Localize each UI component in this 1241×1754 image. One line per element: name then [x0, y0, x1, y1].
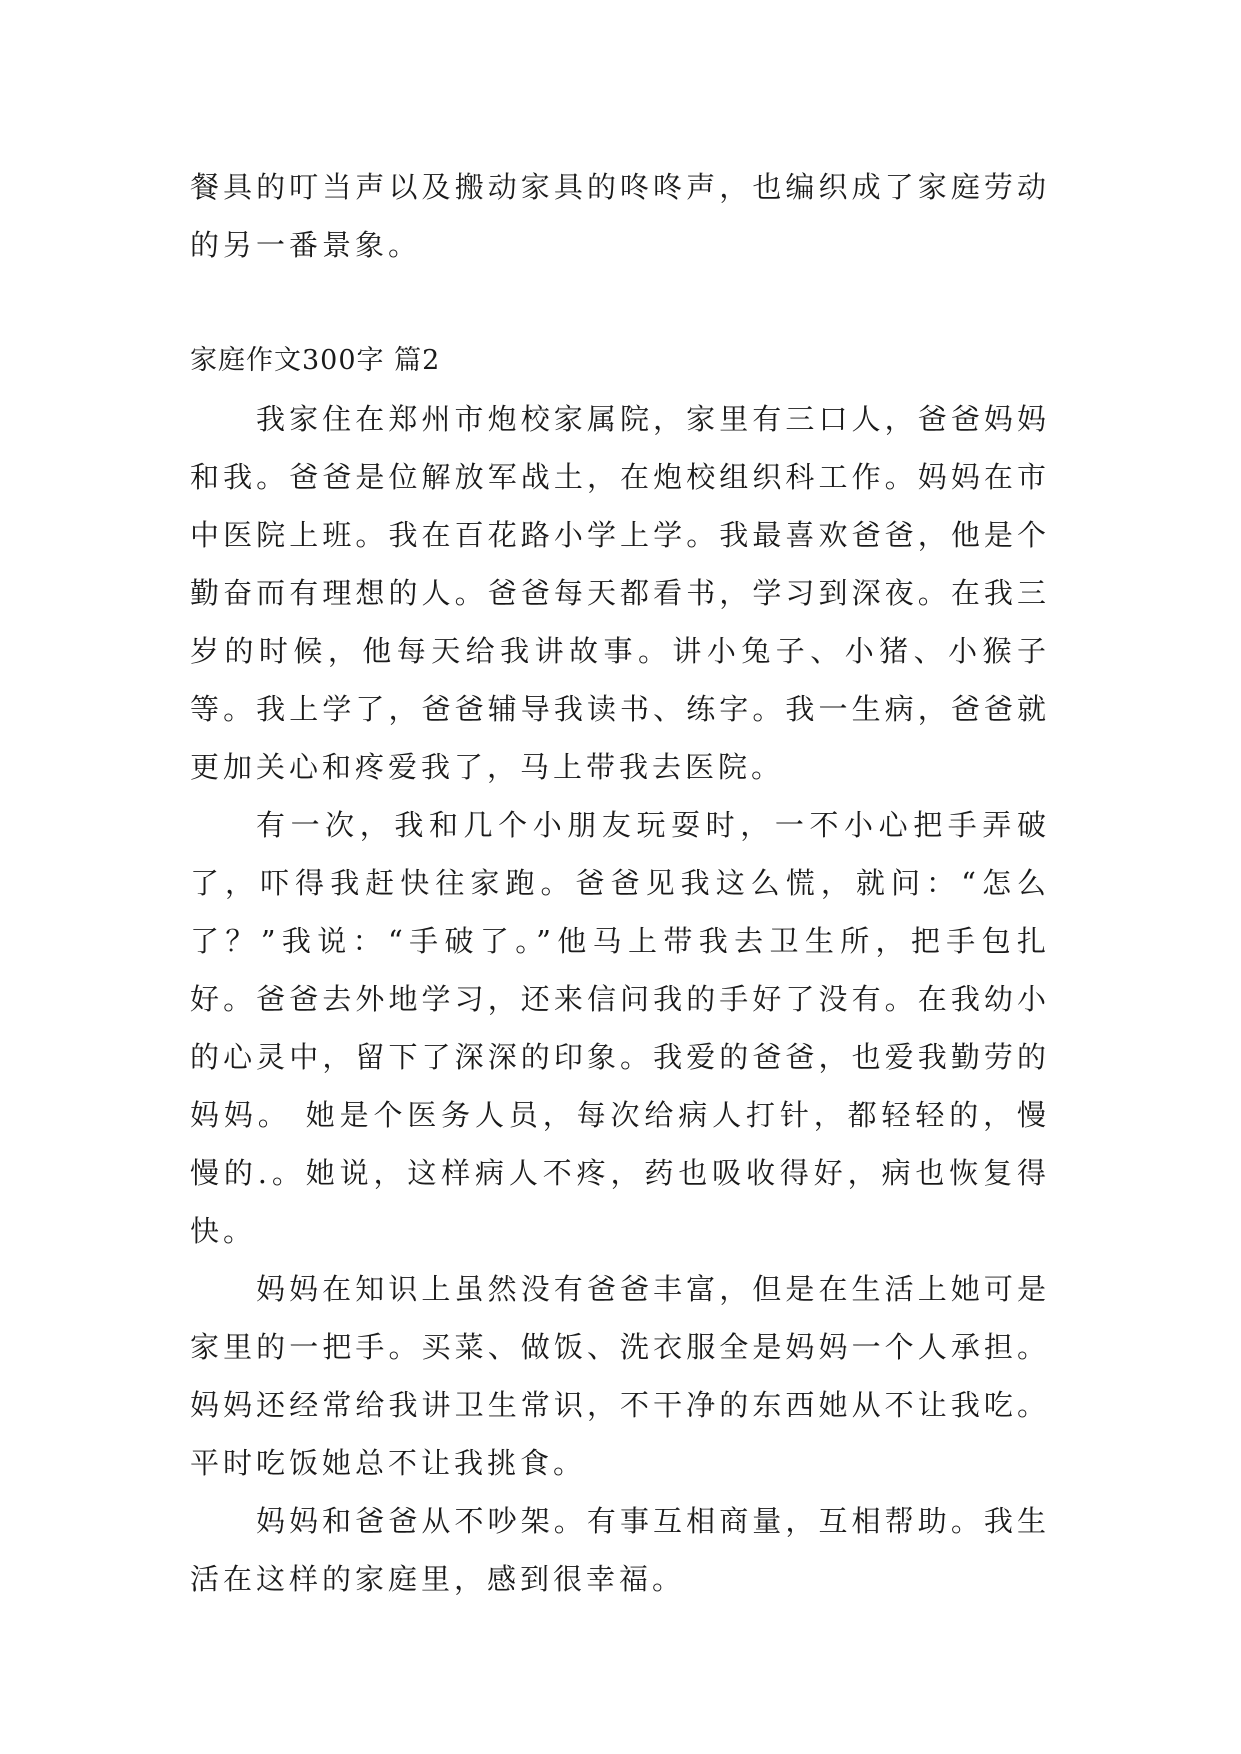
- section-heading: 家庭作文300字 篇2: [190, 345, 441, 376]
- paragraph-4: 妈妈和爸爸从不吵架。有事互相商量，互相帮助。我生活在这样的家庭里，感到很幸福。: [190, 1504, 1050, 1596]
- paragraph-spacer: [190, 274, 1050, 332]
- paragraph-1: 我家住在郑州市炮校家属院，家里有三口人，爸爸妈妈和我。爸爸是位解放军战土，在炮校组织科工作。妈妈在市中医院上班。我在百花路小学上学。我最喜欢爸爸，他是个勤奋而有理想的人。爸爸每天都看书，学习到深夜。在我三岁的时候，他每天给我讲故事。讲小兔子、小猪、小猴子等。我上学了，爸爸辅导我读书、练字。我一生病，爸爸就更加关心和疼爱我了，马上带我去医院。: [190, 402, 1050, 784]
- paragraph-2: 有一次，我和几个小朋友玩耍时，一不小心把手弄破了，吓得我赶快往家跑。爸爸见我这么慌，就问：“怎么了？”我说：“手破了。”他马上带我去卫生所，把手包扎好。爸爸去外地学习，还来信问我的手好了没有。在我幼小的心灵中，留下了深深的印象。我爱的爸爸，也爱我勤劳的妈妈。 她是个医务人员，每次给病人打针，都轻轻的，慢慢的.。她说，这样病人不疼，药也吸收得好，病也恢复得快。: [190, 808, 1050, 1248]
- document-body: [190, 158, 1050, 1608]
- paragraph-3: 妈妈在知识上虽然没有爸爸丰富，但是在生活上她可是家里的一把手。买菜、做饭、洗衣服全是妈妈一个人承担。妈妈还经常给我讲卫生常识，不干净的东西她从不让我吃。平时吃饭她总不让我挑食。: [190, 1272, 1050, 1480]
- continued-paragraph: 餐具的叮当声以及搬动家具的咚咚声，也编织成了家庭劳动的另一番景象。: [190, 170, 1050, 262]
